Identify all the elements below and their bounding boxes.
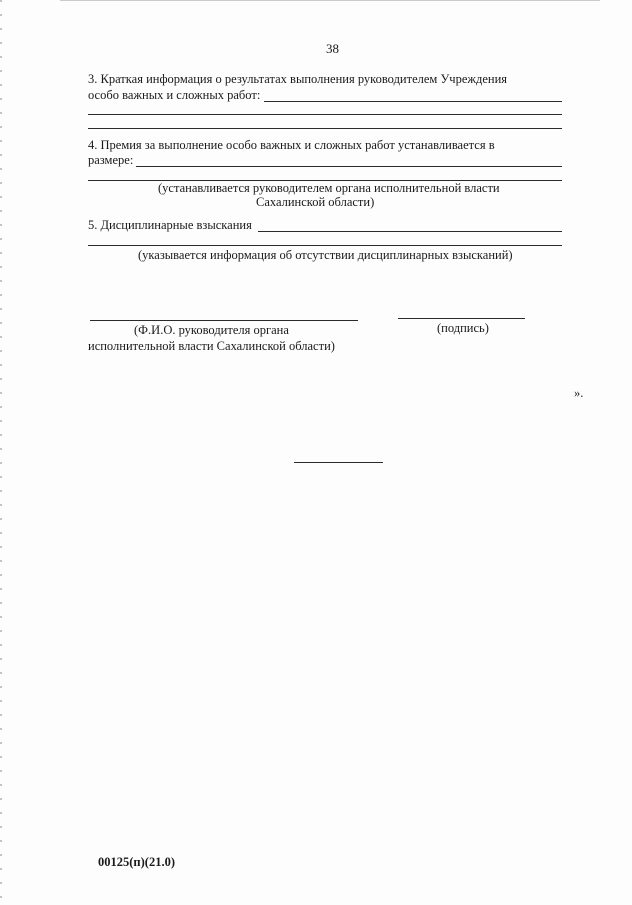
section4-note-line2: Сахалинской области) (256, 195, 375, 209)
scan-edge-mark (0, 0, 2, 905)
section5-line1: 5. Дисциплинарные взыскания (88, 218, 252, 232)
section4-note-line1: (устанавливается руководителем органа исполнительной власти (158, 181, 500, 195)
page-number: 38 (326, 41, 339, 56)
name-caption-line1: (Ф.И.О. руководителя органа (134, 323, 289, 337)
section4-line2: размере: (88, 153, 134, 167)
section3-fill-line-2 (88, 114, 562, 115)
section5-fill-line-1 (258, 231, 562, 232)
section3-line2: особо важных и сложных работ: (88, 88, 261, 102)
section3-line1: 3. Краткая информация о результатах выполнения руководителем Учреждения (88, 72, 508, 86)
name-signature-line (90, 320, 358, 321)
section5-fill-line-2 (88, 245, 562, 246)
section4-fill-line-1 (136, 166, 562, 167)
section5-note: (указывается информация об отсутствии дисциплинарных взысканий) (138, 248, 513, 262)
section4-line1: 4. Премия за выполнение особо важных и сложных работ устанавливается в (88, 138, 495, 152)
signature-line (398, 318, 525, 319)
scan-top-edge (60, 0, 600, 1)
signature-caption: (подпись) (437, 321, 489, 335)
closing-quote: ». (574, 386, 584, 400)
section3-fill-line-1 (264, 101, 562, 102)
name-caption-line2: исполнительной власти Сахалинской области) (88, 339, 335, 353)
end-separator-line (294, 462, 383, 463)
document-code: 00125(п)(21.0) (98, 855, 175, 869)
section3-fill-line-3 (88, 128, 562, 129)
